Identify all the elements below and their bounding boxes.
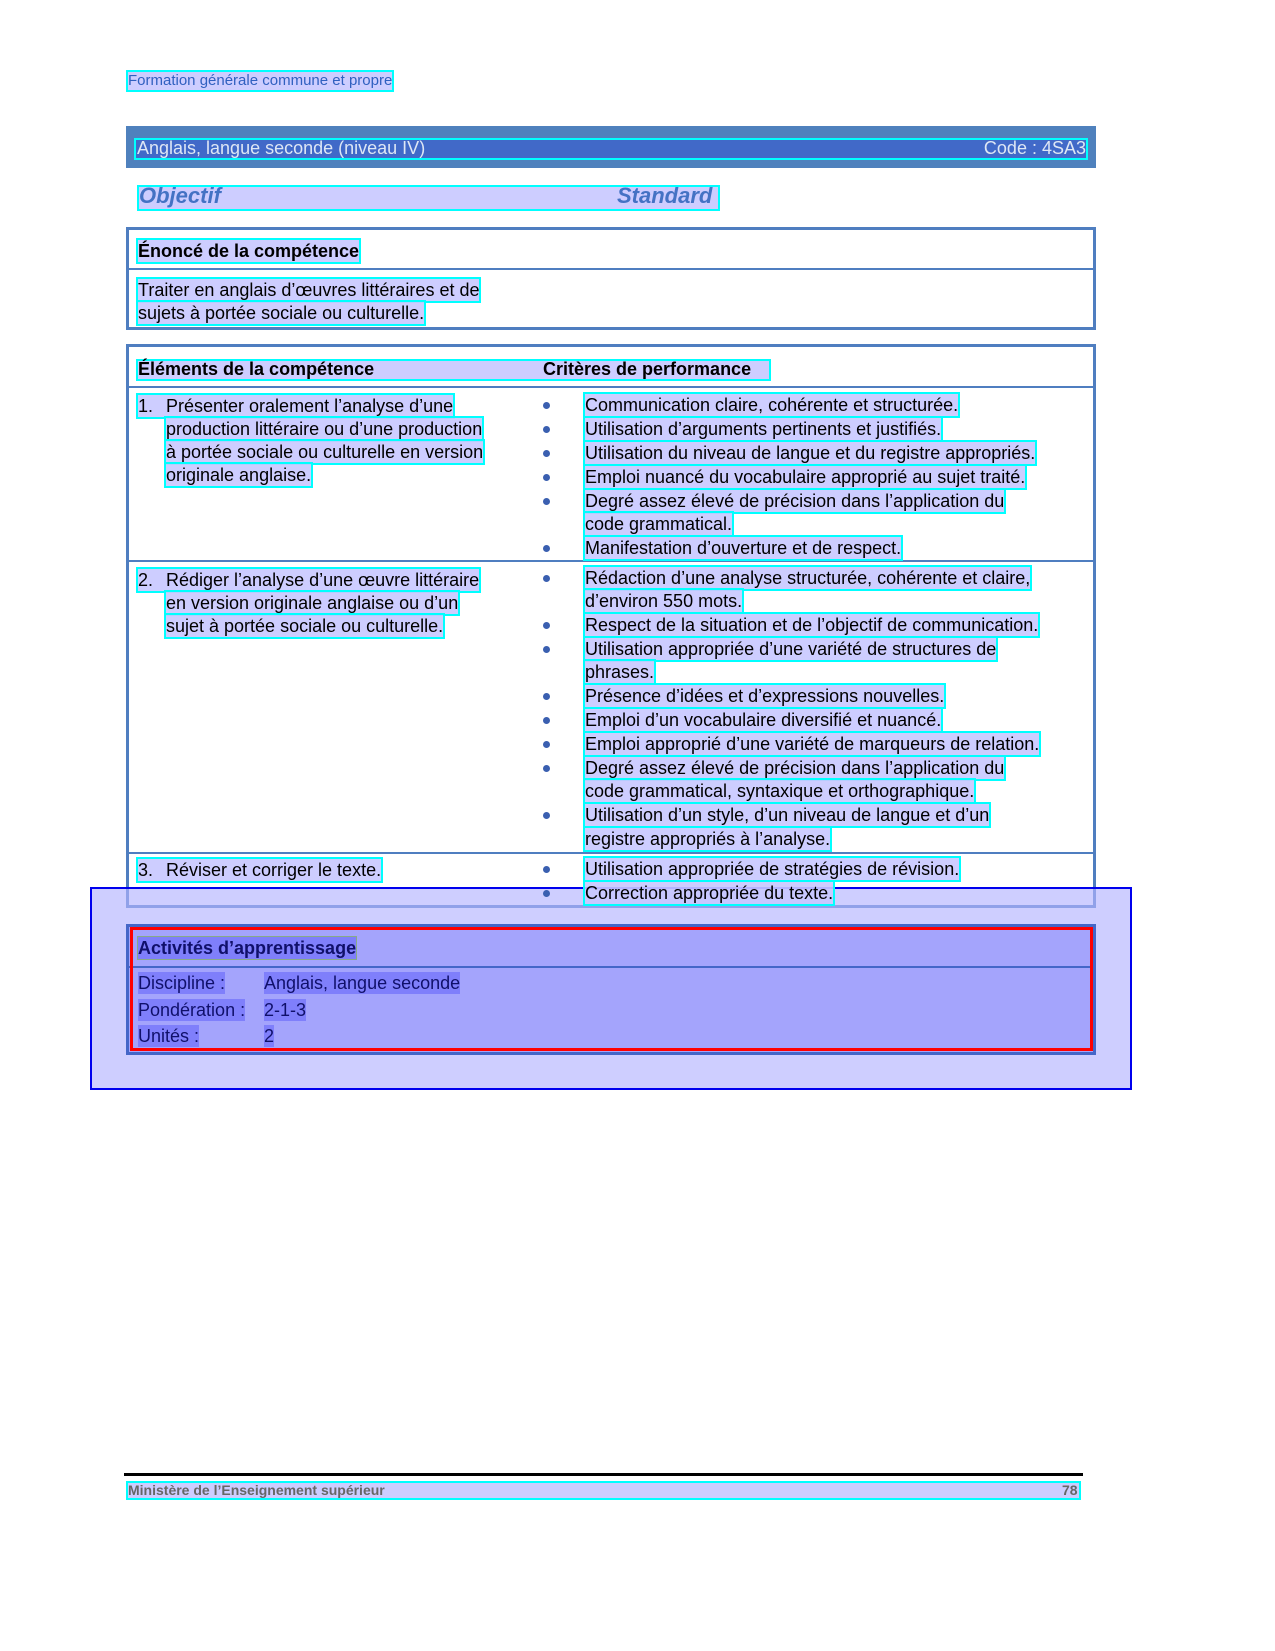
criterion-line: Utilisation appropriée de stratégies de révision.: [585, 859, 960, 879]
enonce-heading: Énoncé de la compétence: [138, 241, 360, 261]
criterion-line: Utilisation du niveau de langue et du registre appropriés.: [585, 443, 1036, 463]
criterion-line: Utilisation d’arguments pertinents et justifiés.: [585, 419, 942, 439]
course-title-bar: [126, 126, 1096, 168]
col-header-elements: Éléments de la compétence: [138, 359, 375, 379]
footer-ministry: Ministère de l’Enseignement supérieur: [128, 1482, 385, 1498]
element-text-line: Rédiger l’analyse d’une œuvre littéraire: [138, 569, 479, 591]
criterion-line: Utilisation appropriée d’une variété de structures de: [585, 639, 997, 659]
discipline-label: Discipline :: [138, 973, 226, 993]
enonce-line: sujets à portée sociale ou culturelle.: [138, 303, 425, 323]
element-text-line: originale anglaise.: [166, 465, 312, 485]
criterion-line: Rédaction d’une analyse structurée, cohérente et claire,: [585, 568, 1031, 588]
criterion-line: Degré assez élevé de précision dans l’application du: [585, 491, 1005, 511]
divider: [128, 268, 1094, 270]
criterion-line: Emploi approprié d’une variété de marqueurs de relation.: [585, 734, 1040, 754]
criterion-line: code grammatical.: [585, 514, 733, 534]
criterion-line: Emploi d’un vocabulaire diversifié et nuancé.: [585, 710, 942, 730]
criterion-line: code grammatical, syntaxique et orthographique.: [585, 781, 975, 801]
ponderation-label: Pondération :: [138, 1000, 246, 1020]
criterion-line: Utilisation d’un style, d’un niveau de langue et d’un: [585, 805, 990, 825]
criterion-line: Degré assez élevé de précision dans l’application du: [585, 758, 1005, 778]
activites-heading: Activités d’apprentissage: [138, 938, 357, 958]
element-text-line: Réviser et corriger le texte.: [138, 859, 381, 881]
divider: [128, 386, 1094, 388]
enonce-line: Traiter en anglais d’œuvres littéraires et de: [138, 280, 480, 300]
divider: [128, 852, 1094, 854]
element-number: 1.: [138, 396, 154, 416]
section-header: Formation générale commune et propre: [128, 72, 393, 89]
ponderation-value: 2-1-3: [264, 1000, 307, 1020]
criterion-line: Manifestation d’ouverture et de respect.: [585, 538, 902, 558]
criterion-line: d’environ 550 mots.: [585, 591, 743, 611]
criterion-line: Respect de la situation et de l’objectif de communication.: [585, 615, 1039, 635]
criterion-line: phrases.: [585, 662, 655, 682]
course-title: Anglais, langue seconde (niveau IV): [137, 138, 426, 158]
unites-label: Unités :: [138, 1026, 200, 1046]
page-number: 78: [1062, 1482, 1078, 1498]
objectif-label: Objectif: [139, 183, 221, 208]
criterion-line: Emploi nuancé du vocabulaire approprié au sujet traité.: [585, 467, 1026, 487]
criterion-line: Communication claire, cohérente et structurée.: [585, 395, 959, 415]
footer-rule: [124, 1473, 1083, 1476]
criterion-line: Correction appropriée du texte.: [585, 883, 834, 903]
criterion-line: Présence d’idées et d’expressions nouvelles.: [585, 686, 945, 706]
element-number: 2.: [138, 570, 154, 590]
unites-value: 2: [264, 1026, 275, 1046]
competence-table: [126, 344, 1096, 908]
element-text-line: production littéraire ou d’une production: [166, 419, 483, 439]
divider: [128, 560, 1094, 562]
discipline-value: Anglais, langue seconde: [264, 973, 461, 993]
element-text-line: en version originale anglaise ou d’un: [166, 593, 459, 613]
element-text-line: Présenter oralement l’analyse d’une: [138, 395, 453, 417]
standard-label: Standard: [617, 183, 713, 208]
criterion-line: registre appropriés à l’analyse.: [585, 829, 831, 849]
element-text-line: sujet à portée sociale ou culturelle.: [166, 616, 444, 636]
element-number: 3.: [138, 860, 154, 880]
col-header-criteres: Critères de performance: [543, 359, 752, 379]
element-text-line: à portée sociale ou culturelle en version: [166, 442, 484, 462]
course-code: Code : 4SA3: [983, 138, 1086, 158]
